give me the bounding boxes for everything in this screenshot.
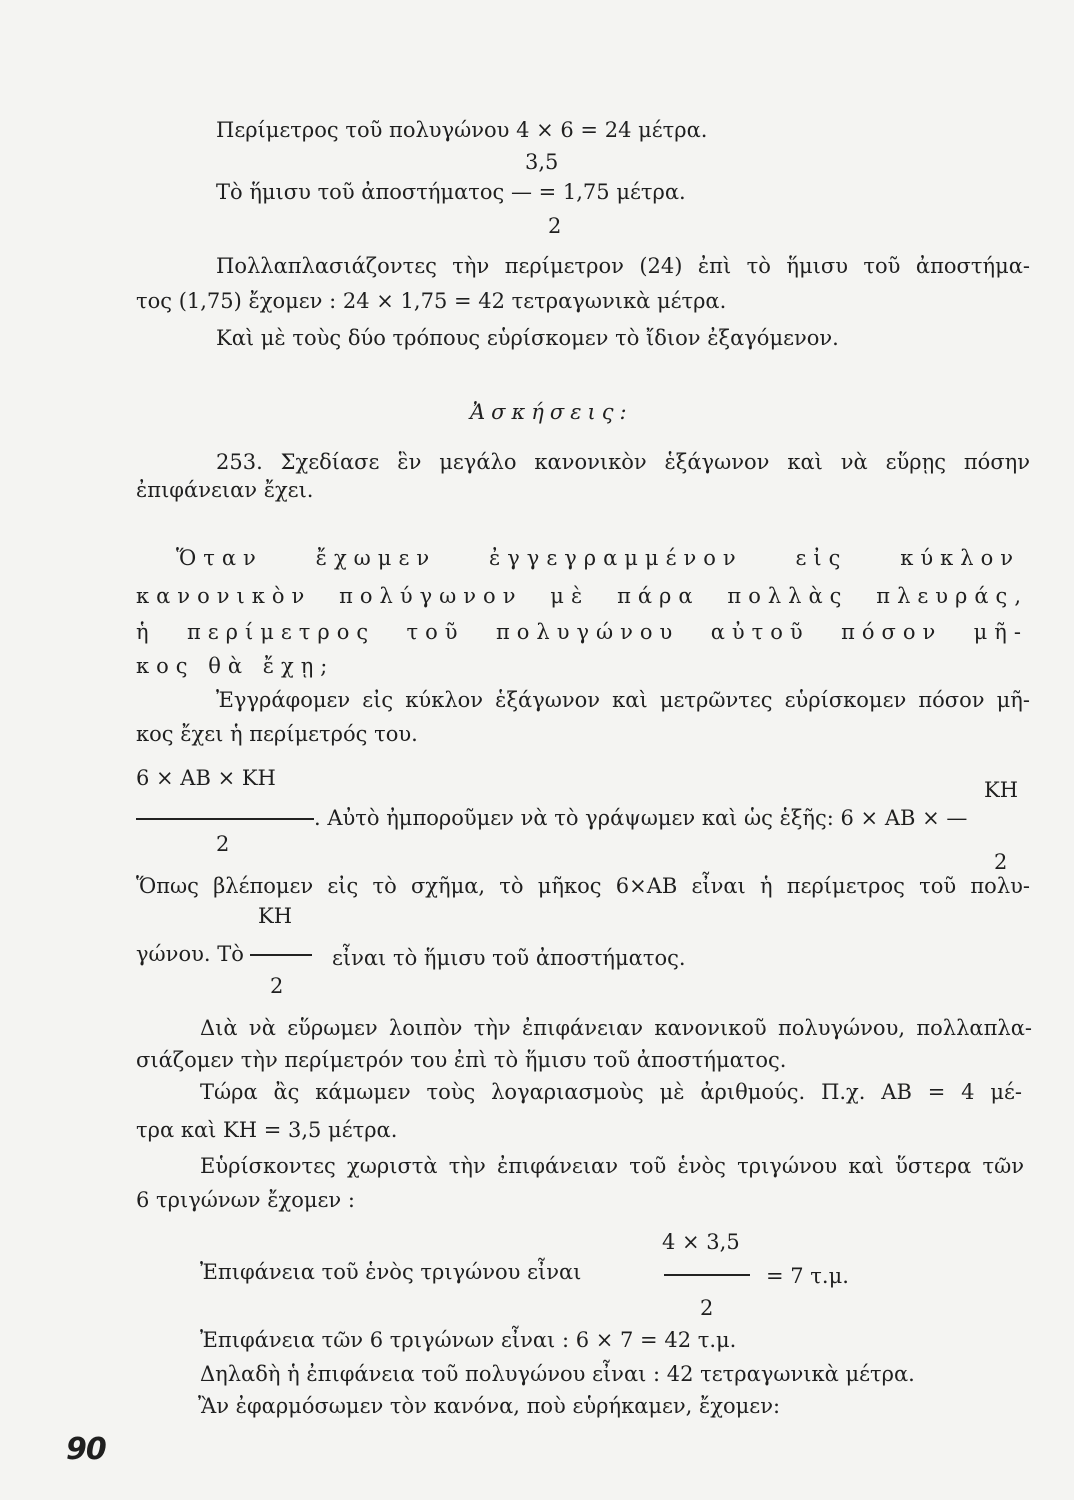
area-one-triangle-result: = 7 τ.μ. [766, 1264, 849, 1288]
area-one-triangle-line: Ἐπιφάνεια τοῦ ἑνὸς τριγώνου εἶναι [200, 1260, 582, 1284]
fraction-bar [664, 1274, 750, 1276]
formula-rewrite-line: . Αὐτὸ ἠμποροῦμεν νὰ τὸ γράψωμεν καὶ ὡς ἑξῆς: 6 × ΑΒ × — [314, 806, 968, 830]
paragraph-line: σιάζομεν τὴν περίμετρόν του ἐπὶ τὸ ἥμισυ τοῦ ἀποστήματος. [136, 1048, 787, 1072]
paragraph-line: Ὅπως βλέπομεν εἰς τὸ σχῆμα, τὸ μῆκος 6×ΑΒ εἶναι ἡ περίμετρος τοῦ πολυ- [136, 874, 1030, 898]
area-six-triangles-line: Ἐπιφάνεια τῶν 6 τριγώνων εἶναι : 6 × 7 = 42 τ.μ. [200, 1328, 737, 1352]
spaced-question-line: κος θὰ ἔχῃ; [136, 654, 335, 678]
fraction-denominator: 2 [700, 1296, 714, 1320]
paragraph-line-start: γώνου. Τὸ [136, 942, 244, 966]
paragraph-line: Ἐγγράφομεν εἰς κύκλον ἑξάγωνον καὶ μετρῶντες εὑρίσκομεν πόσον μῆ- [216, 688, 1030, 712]
conclusion-line: Δηλαδὴ ἡ ἐπιφάνεια τοῦ πολυγώνου εἶναι : 42 τετραγωνικὰ μέτρα. [200, 1362, 915, 1386]
fraction-numerator: 4 × 3,5 [662, 1230, 740, 1254]
page-number: 90 [66, 1432, 106, 1467]
fraction-numerator: 3,5 [525, 150, 559, 174]
paragraph-line: Καὶ μὲ τοὺς δύο τρόπους εὑρίσκομεν τὸ ἴδιον ἐξαγόμενον. [216, 326, 839, 350]
fraction-bar [136, 818, 314, 820]
paragraph-line: κος ἔχει ἡ περίμετρός του. [136, 722, 418, 746]
fraction-bar [250, 954, 312, 956]
paragraph-line-end: εἶναι τὸ ἥμισυ τοῦ ἀποστήματος. [332, 946, 686, 970]
rule-application-line: Ἂν ἐφαρμόσωμεν τὸν κανόνα, ποὺ εὑρήκαμεν, ἔχομεν: [198, 1394, 781, 1418]
paragraph-line: Τώρα ἂς κάμωμεν τοὺς λογαριασμοὺς μὲ ἀριθμούς. Π.χ. ΑΒ = 4 μέ- [200, 1080, 1022, 1104]
formula-denominator: 2 [216, 832, 230, 856]
spaced-question-line: Ὅταν ἔχωμεν ἐγγεγραμμένον εἰς κύκλον [176, 546, 1020, 570]
exercise-253-cont: ἐπιφάνειαν ἔχει. [136, 478, 314, 502]
exercises-heading: Ἀσκήσεις: [470, 400, 633, 424]
fraction-denominator: 2 [270, 974, 284, 998]
spaced-question-line: ἡ περίμετρος τοῦ πολυγώνου αὐτοῦ πόσον μῆ- [136, 620, 1028, 644]
half-apothem-line: Τὸ ἥμισυ τοῦ ἀποστήματος — = 1,75 μέτρα. [216, 180, 686, 204]
formula-numerator: 6 × ΑΒ × ΚΗ [136, 766, 276, 790]
spaced-question-line: κανονικὸν πολύγωνον μὲ πάρα πολλὰς πλευράς, [136, 584, 1028, 608]
paragraph-line: 6 τριγώνων ἔχομεν : [136, 1188, 355, 1212]
paragraph-line: τρα καὶ ΚΗ = 3,5 μέτρα. [136, 1118, 398, 1142]
exercise-253: 253. Σχεδίασε ἓν μεγάλο κανονικὸν ἑξάγωνον καὶ νὰ εὕρῃς πόσην [216, 450, 1030, 474]
paragraph-line: Εὑρίσκοντες χωριστὰ τὴν ἐπιφάνειαν τοῦ ἑνὸς τριγώνου καὶ ὕστερα τῶν [200, 1154, 1024, 1178]
fraction-denominator: 2 [548, 214, 562, 238]
fraction-kh: ΚΗ [258, 904, 293, 928]
perimeter-line: Περίμετρος τοῦ πολυγώνου 4 × 6 = 24 μέτρα. [216, 118, 708, 142]
formula-kh-denominator: 2 [994, 850, 1008, 874]
formula-kh-numerator: ΚΗ [984, 778, 1019, 802]
paragraph-line: τος (1,75) ἔχομεν : 24 × 1,75 = 42 τετραγωνικὰ μέτρα. [136, 289, 727, 313]
paragraph-line: Διὰ νὰ εὕρωμεν λοιπὸν τὴν ἐπιφάνειαν κανονικοῦ πολυγώνου, πολλαπλα- [200, 1016, 1032, 1040]
paragraph-line: Πολλαπλασιάζοντες τὴν περίμετρον (24) ἐπὶ τὸ ἥμισυ τοῦ ἀποστήμα- [216, 254, 1030, 278]
